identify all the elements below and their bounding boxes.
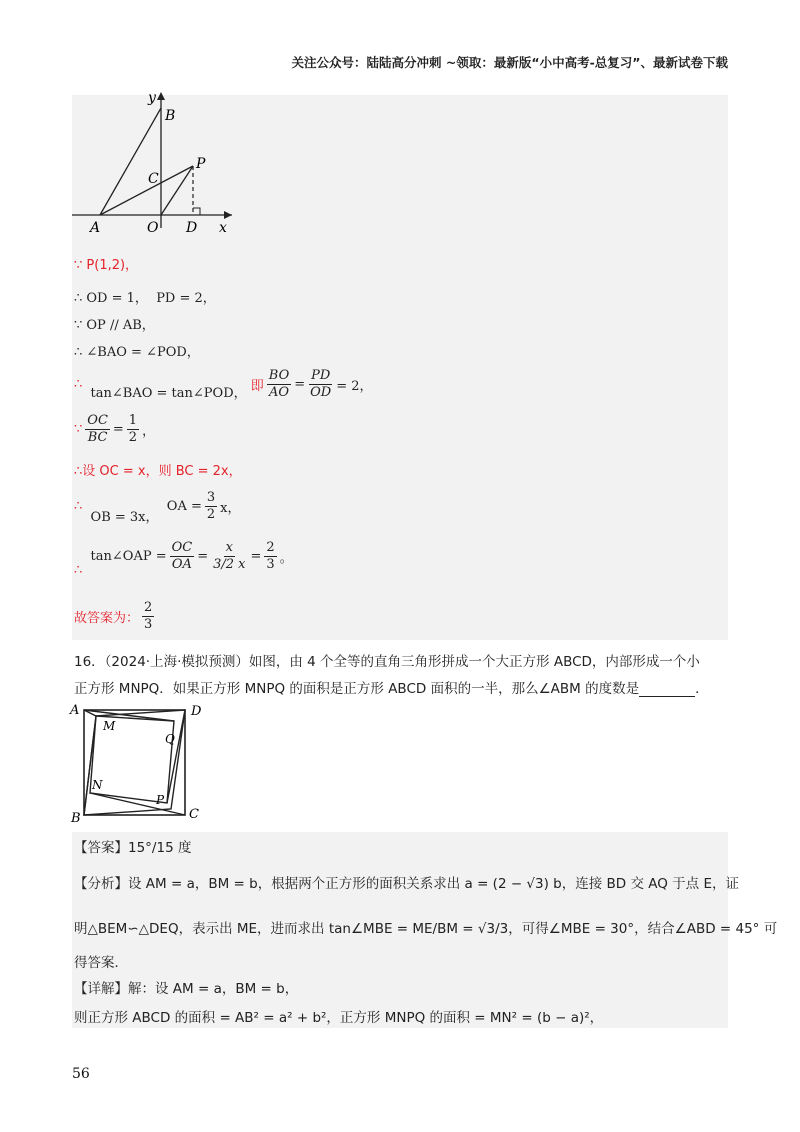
solution-line-3: ∵ OP // AB， xyxy=(74,318,155,333)
label-y: y xyxy=(148,90,156,106)
solution-line-2: ∴ OD = 1， PD = 2， xyxy=(74,291,216,306)
page-header: 关注公众号：陆陆高分冲刺 ~领取：最新版“小中高考-总复习”、最新试卷下载 xyxy=(291,55,728,70)
solution-line-9: ∴ tan∠OAP = $\frac{OC}{OA}$ = $\frac{x}{3/2 x}$ = $\frac{2}{3}$ 。 xyxy=(74,540,293,578)
solution-line-5: ∴ tan∠BAO = tan∠POD， 即 $\frac{BO}{AO}$ = $\frac{PD}{OD}$ = 2， xyxy=(74,368,373,401)
label-C: C xyxy=(148,171,159,187)
analysis-line-1: 【分析】设 AM = a，BM = b，根据两个正方形的面积关系求出 a = (2 − √3) b，连接 BD 交 AQ 于点 E，证 xyxy=(74,876,740,892)
answer-blank[interactable] xyxy=(639,684,695,697)
answer-16: 【答案】15°/15 度 xyxy=(74,840,192,856)
label-D: D xyxy=(186,220,198,236)
label-O: O xyxy=(147,220,159,236)
question-16-line-2: 正方形 MNPQ．如果正方形 MNPQ 的面积是正方形 ABCD 面积的一半，那么∠ABM 的度数是 ． xyxy=(74,681,709,697)
question-16-line-1: 16．（2024·上海·模拟预测）如图，由 4 个全等的直角三角形拼成一个大正方形 ABCD，内部形成一个小 xyxy=(74,654,700,670)
coordinate-figure xyxy=(72,88,242,238)
sq-label-P: P xyxy=(156,793,165,807)
sq-label-Q: Q xyxy=(165,732,175,746)
detail-line-2: 则正方形 ABCD 的面积 = AB² = a² + b²，正方形 MNPQ 的面积 = MN² = (b − a)²， xyxy=(74,1010,604,1026)
sq-label-C: C xyxy=(189,807,199,822)
analysis-line-2: 明△BEM∽△DEQ，表示出 ME，进而求出 tan∠MBE = ME/BM = √3/3，可得∠MBE = 30°，结合∠ABD = 45° 可 xyxy=(74,921,778,937)
analysis-line-3: 得答案． xyxy=(74,955,128,971)
page-number: 56 xyxy=(72,1066,90,1082)
square-figure xyxy=(68,700,218,825)
solution-line-7: ∴设 OC = x，则 BC = 2x， xyxy=(74,464,242,479)
solution-line-8: ∴ OB = 3x， OA = $\frac{3}{2}$ x， xyxy=(74,490,241,525)
label-x: x xyxy=(219,220,227,236)
solution-line-4: ∴ ∠BAO = ∠POD， xyxy=(74,345,200,360)
solution-line-1: ∵ P(1,2)， xyxy=(74,258,139,273)
sq-label-N: N xyxy=(92,778,103,792)
final-answer-line: 故答案为： $\frac{2}{3}$ xyxy=(74,600,153,632)
label-A: A xyxy=(90,220,101,236)
sq-label-A: A xyxy=(70,703,80,718)
label-P: P xyxy=(196,156,206,172)
label-B: B xyxy=(165,108,176,124)
detail-line-1: 【详解】解：设 AM = a，BM = b， xyxy=(74,981,299,997)
solution-line-6: ∵ $\frac{OC}{BC}$ = $\frac{1}{2}$ ， xyxy=(74,413,156,445)
sq-label-M: M xyxy=(103,719,116,733)
sq-label-D: D xyxy=(191,704,202,719)
sq-label-B: B xyxy=(71,811,81,825)
